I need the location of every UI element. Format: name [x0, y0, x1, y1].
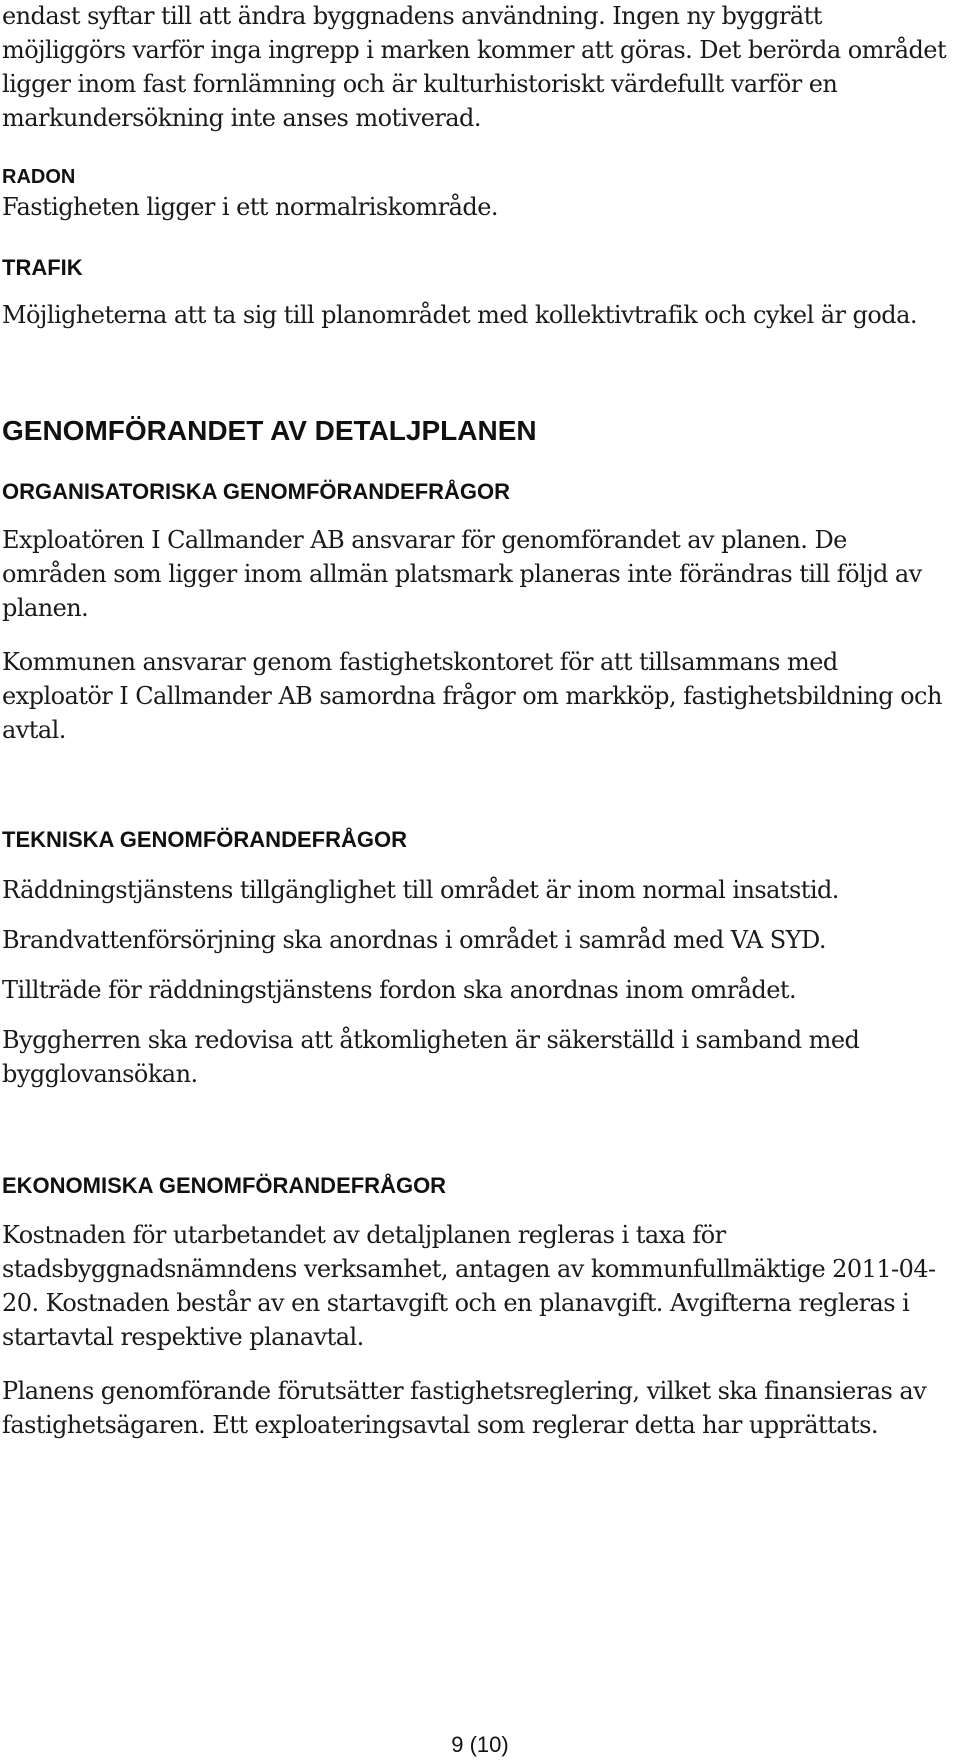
trafik-heading: TRAFIK [2, 255, 83, 280]
ekonomiska-paragraph-1: Kostnaden för utarbetandet av detaljplanen regleras i taxa för stadsbyggnadsnämndens verksamhet, antagen av kommunfullmäktige 2011-04-20. Kostnaden består av en startavgift och en planavgift. Avgifterna regleras i startavtal respektive planavtal. [2, 1221, 936, 1351]
radon-text: Fastigheten ligger i ett normalriskområde. [2, 193, 498, 221]
radon-heading: RADON [2, 166, 76, 188]
intro-paragraph: endast syftar till att ändra byggnadens användning. Ingen ny byggrätt möjliggörs varför inga ingrepp i marken kommer att göras. Det berörda området ligger inom fast fornlämning och är kulturhistoriskt värdefullt varför en markundersökning inte anses motiverad. [2, 2, 947, 132]
organisatoriska-paragraph-1: Exploatören I Callmander AB ansvarar för genomförandet av planen. De områden som ligger inom allmän platsmark planeras inte förändras till följd av planen. [2, 526, 922, 622]
section-heading: GENOMFÖRANDET AV DETALJPLANEN [2, 415, 537, 446]
page-number: 9 (10) [451, 1732, 509, 1757]
tekniska-paragraph-2: Brandvattenförsörjning ska anordnas i området i samråd med VA SYD. [2, 926, 826, 954]
tekniska-paragraph-4: Byggherren ska redovisa att åtkomligheten är säkerställd i samband med bygglovansökan. [2, 1026, 860, 1088]
ekonomiska-paragraph-2: Planens genomförande förutsätter fastighetsreglering, vilket ska finansieras av fastighetsägaren. Ett exploateringsavtal som reglerar detta har upprättats. [2, 1377, 927, 1439]
organisatoriska-paragraph-2: Kommunen ansvarar genom fastighetskontoret för att tillsammans med exploatör I Callmander AB samordna frågor om markköp, fastighetsbildning och avtal. [2, 648, 942, 744]
tekniska-paragraph-1: Räddningstjänstens tillgänglighet till området är inom normal insatstid. [2, 876, 839, 904]
tekniska-paragraph-3: Tillträde för räddningstjänstens fordon ska anordnas inom området. [2, 976, 797, 1004]
tekniska-heading: TEKNISKA GENOMFÖRANDEFRÅGOR [2, 827, 407, 852]
trafik-text: Möjligheterna att ta sig till planområdet med kollektivtrafik och cykel är goda. [2, 301, 917, 329]
ekonomiska-heading: EKONOMISKA GENOMFÖRANDEFRÅGOR [2, 1173, 447, 1198]
organisatoriska-heading: ORGANISATORISKA GENOMFÖRANDEFRÅGOR [2, 479, 511, 504]
